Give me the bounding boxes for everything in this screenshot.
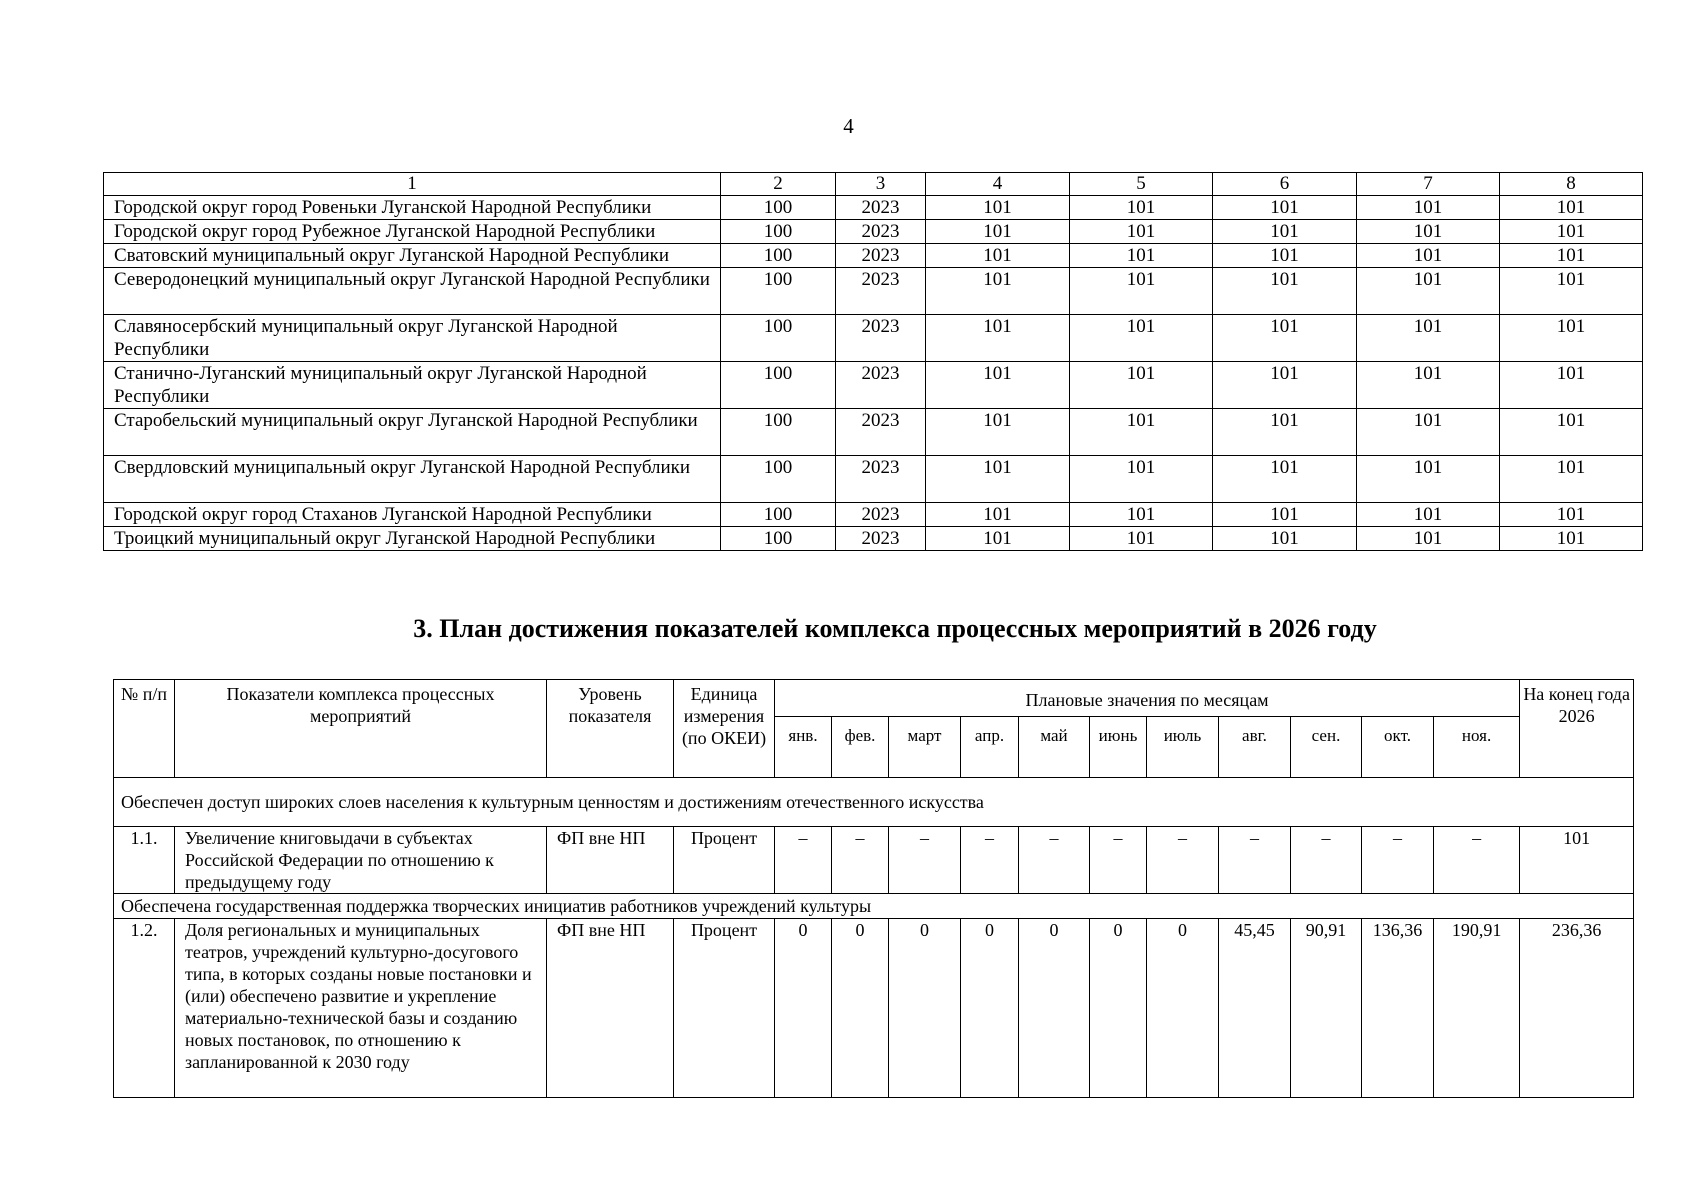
value-cell: 2023 [836, 244, 926, 268]
municipality-name: Сватовский муниципальный округ Луганской Народной Республики [104, 244, 721, 268]
value-cell: 101 [1213, 409, 1357, 456]
column-number: 7 [1357, 173, 1500, 196]
value-cell: 101 [1070, 268, 1213, 315]
header-level: Уровень показателя [547, 680, 674, 778]
month-value: – [889, 827, 961, 894]
value-cell: 101 [1357, 315, 1500, 362]
header-indicator: Показатели комплекса процессных мероприятий [175, 680, 547, 778]
value-cell: 101 [1500, 244, 1643, 268]
value-cell: 101 [1357, 409, 1500, 456]
municipality-name: Городской округ город Стаханов Луганской Народной Республики [104, 503, 721, 527]
value-cell: 2023 [836, 409, 926, 456]
value-cell: 101 [1213, 220, 1357, 244]
value-cell: 2023 [836, 456, 926, 503]
value-cell: 101 [926, 503, 1070, 527]
municipality-name: Северодонецкий муниципальный округ Луганской Народной Республики [104, 268, 721, 315]
plan-table [113, 679, 1634, 1098]
table-row [104, 244, 1643, 268]
month-value: 0 [1090, 919, 1147, 1098]
column-number: 2 [721, 173, 836, 196]
header-month: окт. [1362, 717, 1434, 778]
month-value: – [775, 827, 832, 894]
value-cell: 101 [1500, 220, 1643, 244]
value-cell: 101 [1500, 409, 1643, 456]
table-row [104, 409, 1643, 456]
header-month: июнь [1090, 717, 1147, 778]
value-cell: 101 [1357, 244, 1500, 268]
month-value: 0 [1147, 919, 1219, 1098]
value-cell: 101 [1357, 268, 1500, 315]
month-value: – [961, 827, 1019, 894]
month-value: – [1362, 827, 1434, 894]
value-cell: 100 [721, 456, 836, 503]
value-cell: 101 [1213, 315, 1357, 362]
value-cell: 101 [1213, 362, 1357, 409]
month-value: – [1434, 827, 1520, 894]
group-row [114, 894, 1634, 919]
municipal-indicators-table [103, 172, 1643, 551]
indicator-name: Увеличение книговыдачи в субъектах Российской Федерации по отношению к предыдущему году [175, 827, 547, 894]
value-cell: 100 [721, 409, 836, 456]
value-cell: 100 [721, 268, 836, 315]
month-value: 0 [775, 919, 832, 1098]
value-cell: 101 [926, 220, 1070, 244]
value-cell: 101 [926, 244, 1070, 268]
value-cell: 101 [1357, 503, 1500, 527]
municipality-name: Городской округ город Ровеньки Луганской Народной Республики [104, 196, 721, 220]
month-value: – [1147, 827, 1219, 894]
row-num: 1.2. [114, 919, 175, 1098]
value-cell: 101 [1213, 527, 1357, 551]
value-cell: 101 [1357, 196, 1500, 220]
month-value: – [1219, 827, 1291, 894]
value-cell: 2023 [836, 196, 926, 220]
row-num: 1.1. [114, 827, 175, 894]
month-value: 136,36 [1362, 919, 1434, 1098]
value-cell: 101 [1070, 409, 1213, 456]
value-cell: 101 [1500, 456, 1643, 503]
table-row [104, 196, 1643, 220]
municipality-name: Троицкий муниципальный округ Луганской Народной Республики [104, 527, 721, 551]
indicator-unit: Процент [674, 827, 775, 894]
value-cell: 101 [1213, 244, 1357, 268]
table-row [104, 315, 1643, 362]
value-cell: 101 [1070, 503, 1213, 527]
indicator-level: ФП вне НП [547, 919, 674, 1098]
value-cell: 101 [1070, 244, 1213, 268]
value-cell: 101 [926, 196, 1070, 220]
month-value: – [832, 827, 889, 894]
value-cell: 101 [1500, 527, 1643, 551]
header-row [104, 173, 1643, 196]
month-value: – [1291, 827, 1362, 894]
group-row [114, 778, 1634, 827]
table-row [104, 503, 1643, 527]
municipality-name: Станично-Луганский муниципальный округ Луганской Народной Республики [104, 362, 721, 409]
header-month: авг. [1219, 717, 1291, 778]
value-cell: 101 [1500, 503, 1643, 527]
header-month: янв. [775, 717, 832, 778]
table-row [104, 456, 1643, 503]
header-month: сен. [1291, 717, 1362, 778]
table-row [114, 919, 1634, 1098]
header-year-end: На конец года 2026 [1520, 680, 1634, 778]
table-row [104, 362, 1643, 409]
value-cell: 101 [926, 409, 1070, 456]
value-cell: 100 [721, 315, 836, 362]
value-cell: 101 [1213, 456, 1357, 503]
municipality-name: Славяносербский муниципальный округ Луганской Народной Республики [104, 315, 721, 362]
column-number: 3 [836, 173, 926, 196]
value-cell: 101 [926, 268, 1070, 315]
value-cell: 101 [1213, 196, 1357, 220]
header-unit: Единица измерения (по ОКЕИ) [674, 680, 775, 778]
year-end-value: 236,36 [1520, 919, 1634, 1098]
header-month: май [1019, 717, 1090, 778]
month-value: 45,45 [1219, 919, 1291, 1098]
municipality-name: Городской округ город Рубежное Луганской Народной Республики [104, 220, 721, 244]
column-number: 5 [1070, 173, 1213, 196]
value-cell: 2023 [836, 315, 926, 362]
group-title: Обеспечен доступ широких слоев населения к культурным ценностям и достижениям отечественного искусства [114, 778, 1634, 827]
value-cell: 101 [1500, 196, 1643, 220]
indicator-name: Доля региональных и муниципальных театров, учреждений культурно-досугового типа, в которых созданы новые постановки и (или) обеспечено развитие и укрепление материально-технической базы и созданию новых постановок, по отношению к запланированной к 2030 году [175, 919, 547, 1098]
month-value: 0 [832, 919, 889, 1098]
value-cell: 101 [1500, 268, 1643, 315]
value-cell: 2023 [836, 362, 926, 409]
month-value: 0 [961, 919, 1019, 1098]
value-cell: 2023 [836, 527, 926, 551]
municipality-name: Старобельский муниципальный округ Луганской Народной Республики [104, 409, 721, 456]
month-value: – [1090, 827, 1147, 894]
table-row [104, 220, 1643, 244]
header-month: апр. [961, 717, 1019, 778]
value-cell: 101 [926, 315, 1070, 362]
value-cell: 100 [721, 220, 836, 244]
column-number: 1 [104, 173, 721, 196]
value-cell: 101 [1070, 220, 1213, 244]
month-value: 90,91 [1291, 919, 1362, 1098]
value-cell: 101 [1070, 315, 1213, 362]
value-cell: 101 [1357, 456, 1500, 503]
value-cell: 100 [721, 503, 836, 527]
indicator-level: ФП вне НП [547, 827, 674, 894]
value-cell: 101 [1357, 220, 1500, 244]
column-number: 8 [1500, 173, 1643, 196]
value-cell: 101 [1357, 527, 1500, 551]
value-cell: 101 [926, 527, 1070, 551]
value-cell: 100 [721, 244, 836, 268]
column-number: 4 [926, 173, 1070, 196]
value-cell: 100 [721, 527, 836, 551]
value-cell: 101 [1070, 527, 1213, 551]
municipality-name: Свердловский муниципальный округ Луганской Народной Республики [104, 456, 721, 503]
header-month: март [889, 717, 961, 778]
value-cell: 100 [721, 196, 836, 220]
value-cell: 101 [1357, 362, 1500, 409]
table-row [104, 268, 1643, 315]
month-value: 190,91 [1434, 919, 1520, 1098]
header-month: июль [1147, 717, 1219, 778]
value-cell: 101 [926, 362, 1070, 409]
month-value: – [1019, 827, 1090, 894]
value-cell: 101 [926, 456, 1070, 503]
value-cell: 2023 [836, 268, 926, 315]
value-cell: 101 [1500, 315, 1643, 362]
column-number: 6 [1213, 173, 1357, 196]
value-cell: 101 [1070, 362, 1213, 409]
value-cell: 100 [721, 362, 836, 409]
section-title: 3. План достижения показателей комплекса процессных мероприятий в 2026 году [413, 614, 1377, 643]
header-month: фев. [832, 717, 889, 778]
table-row [114, 827, 1634, 894]
header-month: ноя. [1434, 717, 1520, 778]
year-end-value: 101 [1520, 827, 1634, 894]
header-monthly: Плановые значения по месяцам [775, 680, 1520, 717]
month-value: 0 [1019, 919, 1090, 1098]
value-cell: 2023 [836, 220, 926, 244]
group-title: Обеспечена государственная поддержка творческих инициатив работников учреждений культуры [114, 894, 1634, 919]
table-row [104, 527, 1643, 551]
value-cell: 101 [1213, 268, 1357, 315]
value-cell: 101 [1070, 456, 1213, 503]
value-cell: 101 [1213, 503, 1357, 527]
indicator-unit: Процент [674, 919, 775, 1098]
month-value: 0 [889, 919, 961, 1098]
value-cell: 2023 [836, 503, 926, 527]
value-cell: 101 [1500, 362, 1643, 409]
page-number: 4 [843, 114, 854, 138]
header-num: № п/п [114, 680, 175, 778]
value-cell: 101 [1070, 196, 1213, 220]
